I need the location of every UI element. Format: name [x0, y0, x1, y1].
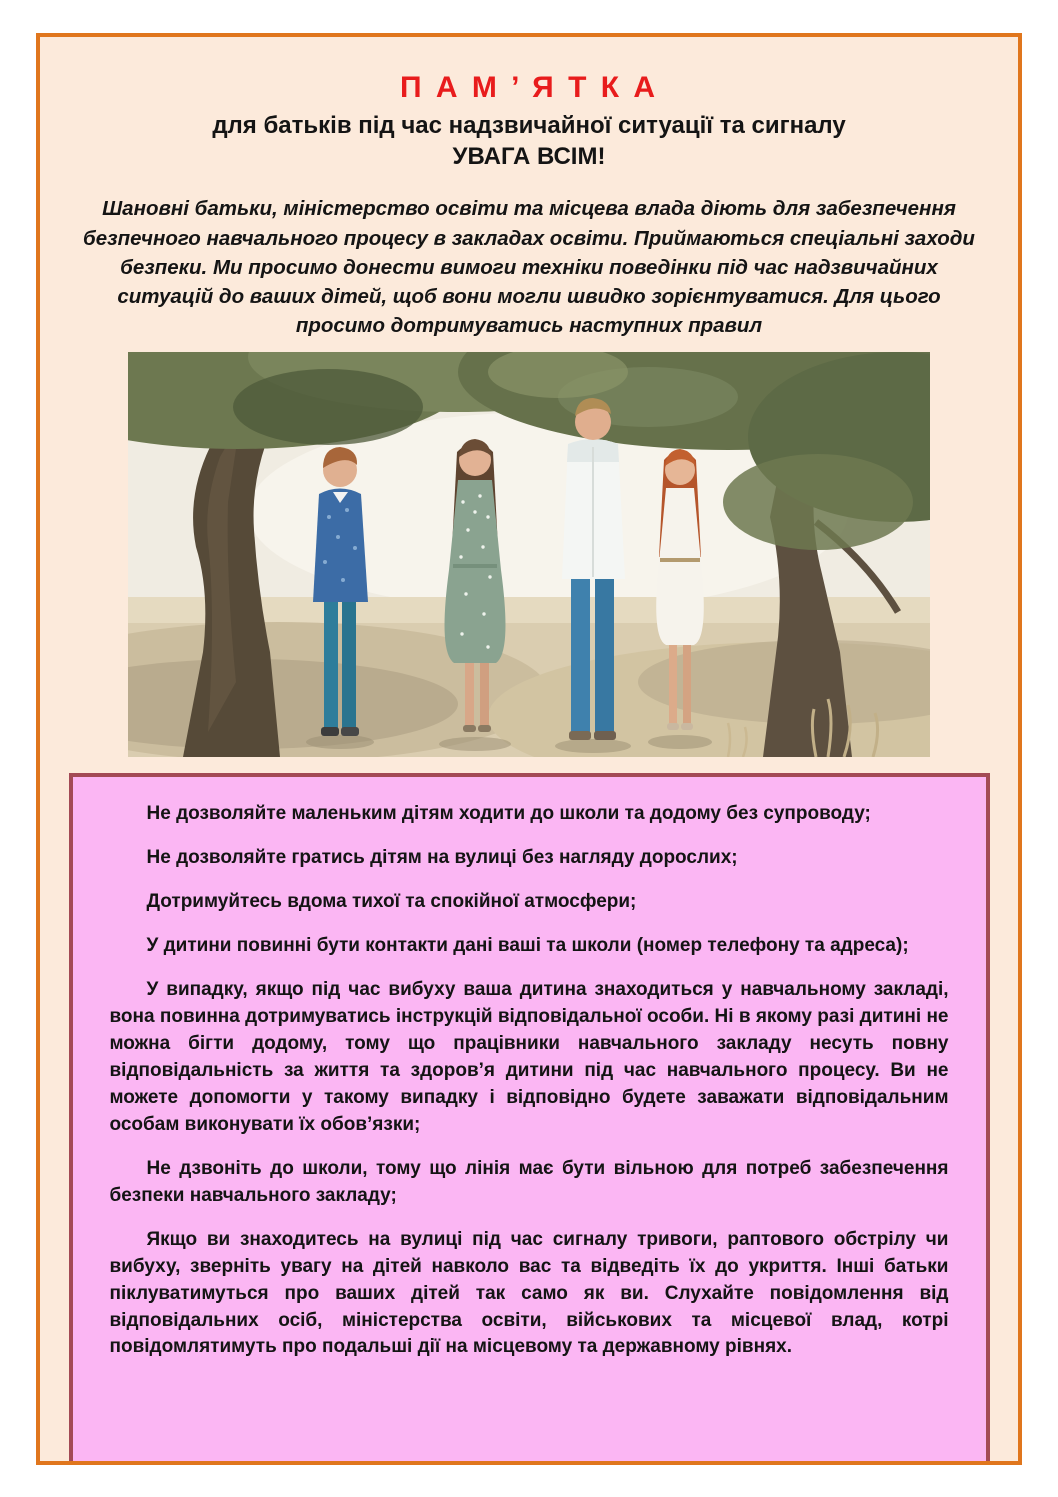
rule-paragraph-7: Якщо ви знаходитесь на вулиці під час сигналу тривоги, раптового обстрілу чи вибуху, зверніть увагу на дітей навколо вас та відведіть їх до укриття. Інші батьки піклуватимуться про ваших дітей так само як ви. Слухайте повідомлення від відповідальних осіб, міністерства освіти, військових та місцевої влад, котрі повідомлятимуть про подальші дії на місцевому та державному рівнях.	[109, 1228, 949, 1358]
rule-paragraph-5: У випадку, якщо під час вибуху ваша дитина знаходиться у навчальному закладі, вона повинна дотримуватись інструкцій відповідальної особи. Ні в якому разі дитині не можна бігти додому, тому що працівники навчального закладу несуть повну відповідальність за життя та здоров’я дитини під час навчального процесу. Ви не можете допомогти у такому випадку і відповідно будете заважати відповідальним особам виконувати їх обов’язки;	[109, 978, 949, 1135]
rule-paragraph-1: Не дозволяйте маленьким дітям ходити до школи та додому без супроводу;	[146, 802, 871, 824]
subtitle-line-1: для батьків під час надзвичайної ситуації та сигналу	[212, 112, 846, 139]
rule-paragraph-2: Не дозволяйте гратись дітям на вулиці без нагляду дорослих;	[146, 846, 738, 868]
intro-paragraph: Шановні батьки, міністерство освіти та місцева влада діють для забезпечення безпечного навчального процесу в закладах освіти. Приймаються спеціальні заходи безпеки. Ми просимо донести вимоги техніки поведінки під час надзвичайних ситуацій до ваших дітей, щоб вони могли швидко зорієнтуватися. Для цього просимо дотримуватись наступних правил	[83, 197, 975, 337]
rule-paragraph-6: Не дзвоніть до школи, тому що лінія має бути вільною для потреб забезпечення безпеки навчального закладу;	[109, 1157, 949, 1206]
subtitle-line-2: УВАГА ВСІМ!	[452, 142, 606, 170]
family-photo	[128, 352, 930, 757]
rule-paragraph-3: Дотримуйтесь вдома тихої та спокійної атмосфери;	[146, 890, 637, 912]
rule-paragraph-4: У дитини повинні бути контакти дані ваші та школи (номер телефону та адреса);	[146, 934, 909, 956]
memo-page	[36, 33, 1022, 1465]
page-title: П А М ’ Я Т К А	[399, 71, 659, 104]
rules-box	[69, 773, 990, 1465]
page-subtitle	[40, 111, 1018, 172]
